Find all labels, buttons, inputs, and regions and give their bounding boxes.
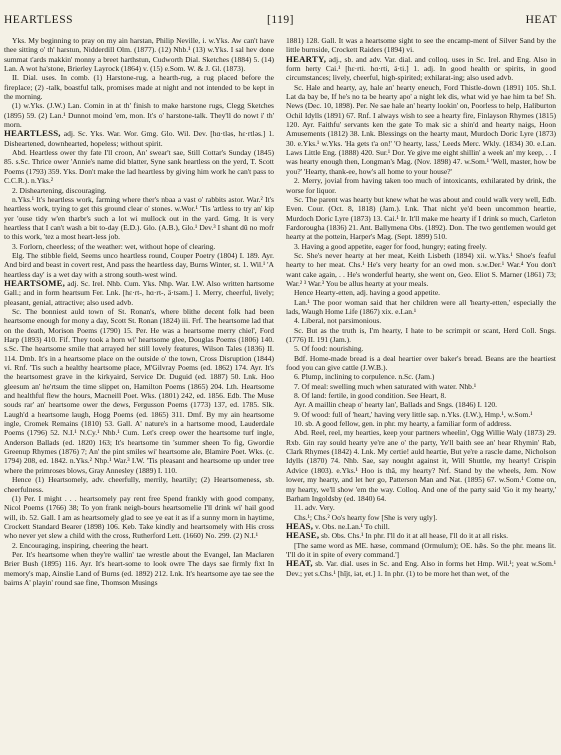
entry-paragraph: Sc. The bonniest auld town of St. Ronan's, where blithe decent folk had been heartsome enough for mony a day, Scott St. Ronan (1824) iii. Frf. The heartsome lad that on the death, Morison Poems (1790) 15. Per. He was a heartsome merry chiel', Ford Harp (1893) 410. Fif. They took a horn wi' heartsome glee, Douglas Poems (1806) 140. s.Sc. The heartsome smile that arrayed her still lovely features, Wilson Tales (1836) II. 114. Dmb. It's in a heartsome place on the outside o' the town, Cross Disruption (1844) vi. Rnf. 'Tis such a healthy heartsome place, M'Gilvray Poems (ed. 1862) 174. Ayr. It's the heartsomest grave in the kirkyaird, Service Dr. Duguid (ed. 1887) 50. Lnk. Hoo gleesum an' he'rtsum the time slippet on, Hamilton Poems (1865) 204. Lth. Heartsome and healthful flew the hours, Macneill Poet. Wks. (1801) 242, ed. 1856. Edb. The Muse souds rar' an' heartsome ower the dews, Fergusson Poems (1773) 137, ed. 1785. Slk. Laugh'd a heartsome laugh, Hogg Poems (ed. 1865) 311. Dmf. By my ain heartsome ingle, Cromek Remains (1810) 53. Gall. A' nature's in a hartsome mood, Lauderdale Poems (1796) 52. N.I.¹ N.Cy.¹ Nhb.¹ Cum. Let's creep ower the heartsome turf ingle, Anderson Ballads (ed. 1820) 163; It's heartsome tin 'summer sheen To fig, Gwordie Greenup Rhymes (1876) 7; An' the pint smiles wi' heartsome ale, Blamire Poet. Wks. (c. 1794) 208, ed. 1842. n.Yks.² Nhp.¹ War.³ I.W. 'Tis pleasant and heartsome up under tree where the primroses blows, Gray Annesley (1889) I. 110. xyxy=(4,306,274,475)
dictionary-entry xyxy=(4,129,274,148)
headword: HEASE, xyxy=(286,530,320,541)
dictionary-entry xyxy=(286,522,556,531)
entry-paragraph: 3. Having a good appetite, eager for food, hungry; eating freely. xyxy=(294,241,487,251)
entry-paragraph: Ayr. A maillin cheap o' hearty lan', Ballads and Sngs. (1846) I. 120. xyxy=(294,400,498,410)
dictionary-entry xyxy=(4,279,274,307)
page-header xyxy=(4,12,557,30)
dictionary-entry xyxy=(286,559,556,578)
dictionary-entry xyxy=(286,55,556,83)
entry-paragraph: Bdf. Home-made bread is a deal heartier over baker's bread. Beans are the heartiest food you can give cattle (J.W.B.). xyxy=(286,353,556,373)
headword: HEAS, xyxy=(286,520,314,531)
headword: HEARTSOME, xyxy=(4,277,66,288)
entry-definition: adj. Sc. Yks. War. Wor. Gmg. Glo. Wil. Dev. [hɑ·tləs, hɛ·rtləs.] 1. Disheartened, downhearted, hopeless; without spirit. xyxy=(4,129,274,148)
running-head-left: HEARTLESS xyxy=(4,14,73,26)
entry-paragraph: 6. Plump, inclining to corpulence. n.Sc. (Jam.) xyxy=(294,372,435,382)
entry-paragraph: Sc. Hale and hearty, ay, hale an' hearty eneuch, Ford Thistle-down (1891) 105. Sh.I. Lat da bay be, If he's no ta be hearty apo' a night lek dis, what wid ye hae him ta be! Sh. News (Dec. 10, 1898). Per. Ne sae hale an' hearty lookin' on, Poorless to help, Haliburton Ochil Idylls (1891) 67. Rnf. I always wish to see a hearty fire, Finlayson Rhymes (1815) 120. Ayr. Faithfu' servants ken the gate To mak sic a shin'd and hearty naigs, Hoon Amusements (1812) 38. Lnk. Blessings on the hearty maut, Murdoch Doric Lyre (1873) 30. e.Yks.¹ w.Yks. 'Ha gets t'a on!' 'O hearty, lass,' Leeds Merc. Wkly. (1834) 30. e.Lan. Laws Little Eng. (1888) 420. Sur.¹ Dor. Ye give me eight shillin' a week an' my keep, . . I was hearty enough then, Longman's Mag. (Nov. 1898) 47. w.Som.¹ 'Well, master, how be you?' 'Hearty, thank-ee, how's all home to your house?' xyxy=(286,82,556,176)
entry-paragraph: 4. Liberal, not parsimonious. xyxy=(294,316,382,326)
entry-paragraph: 10. sb. A good fellow, gen. in phr. my hearty, a familiar form of address. xyxy=(294,419,512,429)
entry-paragraph: Hence Hearty-etten, adj. having a good appetite. xyxy=(294,288,441,298)
entry-definition: sb. Var. dial. uses in Sc. and Eng. Also in forms het Hmp. Wil.¹; yeat w.Som.¹ Dev.; yet s.Chs.¹ [hījt, iət, et.] 1. In phr. (1) to be more het than wet, of the xyxy=(286,559,556,578)
entry-paragraph: Elg. The stibble field, Seems unco heartless round, Couper Poetry (1804) I. 189. Ayr. And bird and beast in covert rest, And pass the heartless day, Burns Winter, st. 1. Wil.¹ 'A heartless day' is a wet day with a strong south-west wind. xyxy=(4,250,274,279)
entry-paragraph: Chs.¹; Chs.² Oo's hearty fow [She is very ugly]. xyxy=(294,512,438,522)
entry-paragraph: 11. adv. Very. xyxy=(294,503,335,513)
entry-paragraph: (1) w.Yks. (J.W.) Lan. Comin in at th' finish to make harstone rugs, Clegg Sketches (1895) 59. (2) Lan.¹ Dunnot moind 'em, mon. It's o' harstone-talk. They'll do nowt i' th' morn. xyxy=(4,101,274,130)
entry-paragraph: Sc. The parent was hearty but knew what he was about and could walk very well, Edb. Even. Cour. (Oct. 8, 1818) (Jam.). Lnk. That nicht ye'd been uncommon heartie, Murdoch Doric Lyre (1873) 13. Cai.¹ Ir. It'll make me hearty if I drink so much, Carleton Fardorougha (1836) 21. Ant. Ballymena Obs. (1892). Don. The two gentlemen would get hearty at the pottein, Harper's Mag. (Sept. 1899) 510. xyxy=(286,194,556,242)
entry-paragraph: 1881) 128. Gall. It was a heartsome sight to see the encamp-ment of Silver Sand by the little burnside, Crockett Raiders (1894) vi. xyxy=(286,36,556,55)
entry-paragraph: 3. Forlorn, cheerless; of the weather: wet, without hope of clearing. xyxy=(12,241,216,251)
running-head-right: HEAT xyxy=(525,14,557,26)
entry-definition: v. Obs. ne.Lan.¹ To chill. xyxy=(313,521,390,531)
entry-paragraph: Sc. She's never hearty at her meat, Keith Lisbeth (1894) xii. w.Yks.¹ Shoe's feaful hearty to her meat. Chs.¹ He's very hearty for an owd mon. s.w.Der.¹ War.⁴ You don't want cake again, . . He's wonderful hearty, she went on, Geo. Eliot S. Marner (1861) 73; War.² ³ War.³ You be allus hearty at your meals. xyxy=(286,250,556,288)
entry-paragraph: 2. Disheartening, discouraging. xyxy=(12,185,107,195)
entry-definition: sb. Obs. Chs.¹ In phr. I'll do it at all hease, I'll do it at all risks. xyxy=(319,531,509,541)
entry-paragraph: Per. It's heartsome when they're wallin' tae wrestle about the Evangel, Ian Maclaren Brier Bush (1895) 116. Ayr. It's heart-some to look owre The days sae firmly fixt In memory's map, Ainslie Land of Burns (ed. 1892) 212. Lnk. It's heartsome aye tae see the bairns A' playin' round sae fine, Thomson Musings xyxy=(4,549,274,587)
entry-paragraph: II. Dial. uses. In comb. (1) Harstone-rug, a hearth-rug, a rug placed before the fireplace; (2) -talk, boastful talk, promises made at night and not intended to be kept in the morning. xyxy=(4,73,274,102)
entry-paragraph: [The same word as ME. hæse, command (Ormulum); OE. hǣs. So the phr. means lit. 'I'll do it in spite of every command.'] xyxy=(286,540,556,559)
entry-paragraph: 5. Of food: nourishing. xyxy=(294,344,364,354)
entry-paragraph: 7. Of meal: swelling much when saturated with water. Nhb.¹ xyxy=(294,381,477,391)
page-number: [119] xyxy=(267,14,294,26)
entry-paragraph: 2. Encouraging, inspiring, cheering the heart. xyxy=(12,540,149,550)
entry-paragraph: Abd. Heartless ower thy fate I'll croon, An' swear't sae, Still Cottar's Sunday (1845) 85. s.Sc. Thrice ower 'Annie's name did blatter, Syne sank heartless on the yerd, T. Scott Poems (1793) 359. Yks. Don't make the lad heartless by giving him work he can't pass to C.C.R.). n.Yks.² xyxy=(4,148,274,186)
right-column xyxy=(286,36,556,748)
dictionary-entry xyxy=(286,531,556,540)
entry-paragraph: (1) Per. I might . . . heartsomely pay rent free Spend frankly with good company, Nicol Poems (1766) 38; To yon frank neigh-bours heartsomelie I'll drink wi' hail good will, ib. 52. Gall. I am as heartsomely glad to see ye eat it as if a sunny morn in haytime, Crockett Standard Bearer (1898) 106. Keb. Take kindly and heartsomely with His cross who never yet slew a child with the cross, Rutherford Lett. (1660) No. 299. (2) N.I.¹ xyxy=(4,493,274,541)
entry-paragraph: 8. Of land: fertile, in good condition. See Heart, 8. xyxy=(294,391,447,401)
headword: HEARTY, xyxy=(286,53,327,64)
entry-definition: adj. Sc. Irel. Nhb. Cum. Yks. Nhp. War. I.W. Also written hartsome Gall.; and in form heartsum Fer. Lnk. [hɛ·rt-, hɑ·rt-, ä·tsəm.] 1. Merry, cheerful, lively; pleasant, genial, attractive; also used advb. xyxy=(4,278,274,307)
entry-paragraph: n.Yks.¹ It's heartless work, farming where ther's nbaa a vast o' rabbits astor. War.² It's heartless work, trying to get this ground clear o' stones. w.Wor.¹ 'Tis 'artless to try an' kip yer 'ouse tidy w'en tharbr's such a lot wi mullock out in the yard. Gmg. It is very heartless that I can't wash a bit to-day (E.D.). Glo. (A.B.), Glo.¹ Dev.³ I shant dû no mofr to this work, 'tez a most heart-less job. xyxy=(4,194,274,242)
headword: HEAT, xyxy=(286,558,313,569)
left-column xyxy=(4,36,274,748)
entry-paragraph: Yks. My beginning to pray on my ain harstan, Philip Neville, i. w.Yks. Aw can't have thee sitting o' th' harstun, Nidderdill Olm. (1877). (12) Nhb.¹ (13) w.Yks. I sal hev done summat t'ards makkin' monny a breet harthstun, Cudworth Dial. Sketches (1884) 5. (14) Lan. A wot ha'stone, Brierley Layrock (1864) v. (15) e.Som. W. & J. Gl. (1873). xyxy=(4,36,274,74)
entry-paragraph: 9. Of wood: full of 'heart,' having very little sap. n.Yks. (I.W.), Hmp.¹, w.Som.¹ xyxy=(294,409,533,419)
entry-paragraph: Abd. Reel, reel, my hearties, keep your partners wheelin', Ogg Willie Waly (1873) 29. Rxb. Gin ray sould hearty ye're ane o' the party, Ye'll baith see an' hear Rhymin' Rab, Clark Rhymes (1842) 4. Lnk. My certie! auld heartie, But ye're a rascle dame, Nicholson Idylls (1870) 74. Nhb. Sae, say nought against it, Will Shuttle, my hearty! Crispin Advice (1803). e.Yks.¹ Hoo is thâ, my hearty? Nrf. Stand by the wheels, Jem. Now lower, my hearty, and let her go, Patterson Man and Nat. (1895) 67. w.Som.¹ Come on, my hearty, we'll show 'em the way. Colloq. And one of the party said 'Go it my hearty,' Barham Ingoldsby (ed. 1840) 64. xyxy=(286,428,556,503)
entry-paragraph: Hence (1) Heartsomely, adv. cheerfully, merrily, heartily; (2) Heartsomeness, sb. cheerfulness. xyxy=(4,475,274,494)
entry-paragraph: 2. Merry, jovial from having taken too much of intoxicants, exhilarated by drink, the worse for liquor. xyxy=(286,176,556,195)
entry-definition: adj., sb. and adv. Var. dial. and colloq. uses in Sc. Irel. and Eng. Also in form herty Cai.¹ [hɛ·rti. hɑ·rti, ä·ti.] 1. adj. In good health or spirits, in good circumstances; lively, cheerful, high-spirited; exhilarat-ing; also used advb. xyxy=(286,54,556,83)
entry-paragraph: Lan.¹ The poor woman said that her children were all 'hearty-etten,' especially the lads, Waugh Home Life (1867) xix. e.Lan.¹ xyxy=(286,297,556,316)
headword: HEARTLESS, xyxy=(4,128,61,139)
entry-paragraph: Sc. But as the truth is, I'm hearty, I hate to be scrimpit or scant, Herd Coll. Sngs. (1776) II. 191 (Jam.). xyxy=(286,325,556,344)
